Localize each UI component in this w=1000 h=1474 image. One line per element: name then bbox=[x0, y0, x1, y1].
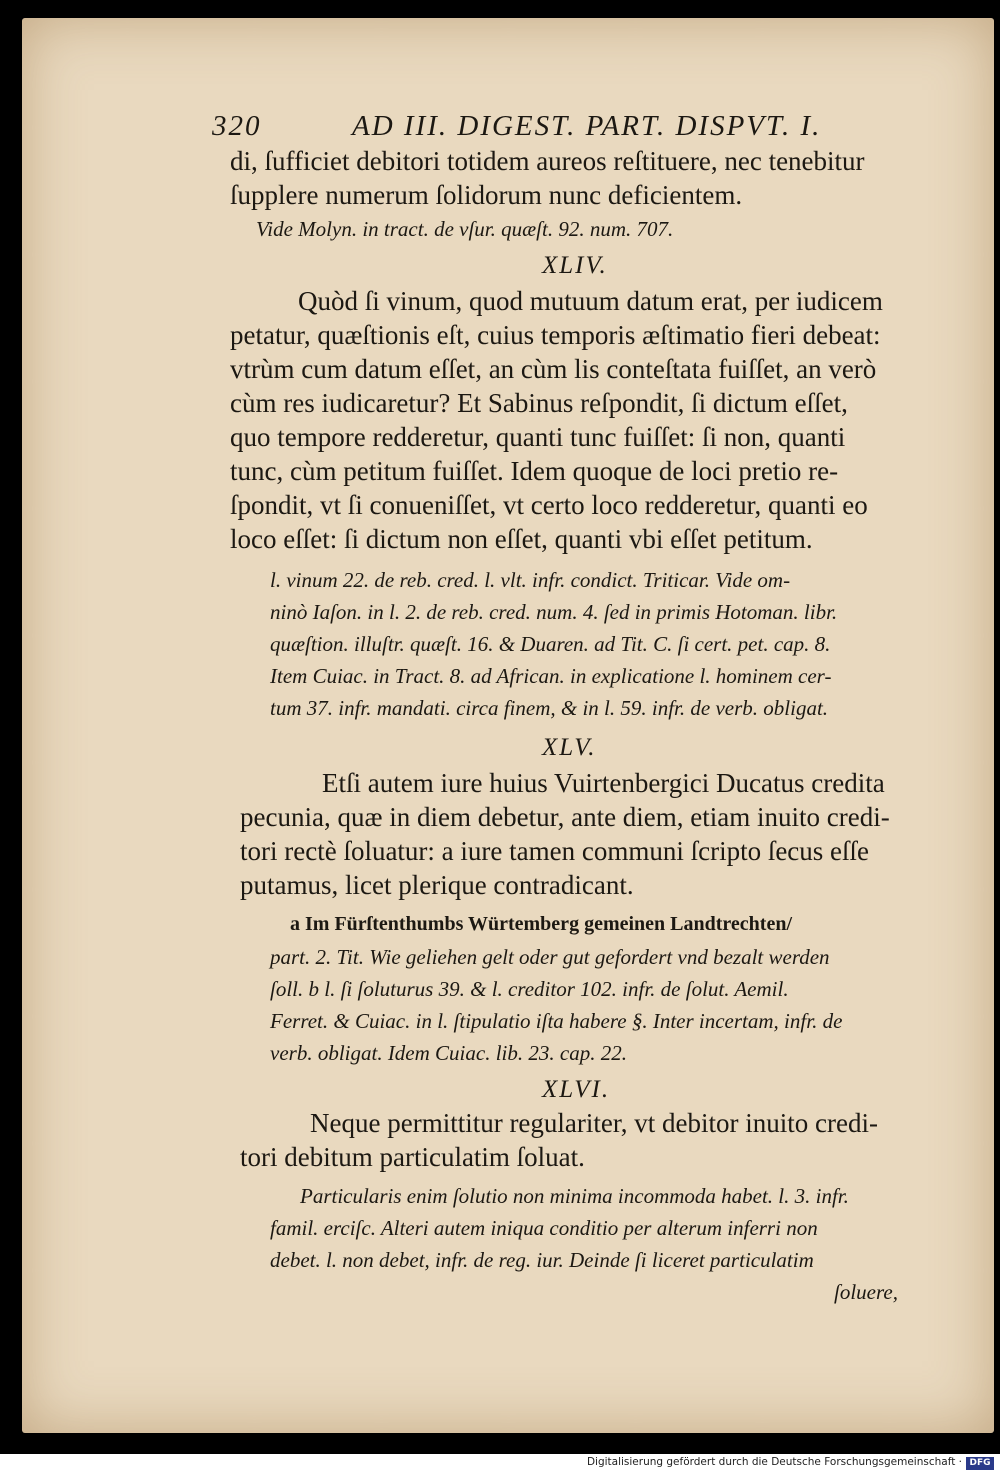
text-line: tori rectè ſoluatur: a iure tamen communi ſcripto ſecus eſſe bbox=[240, 836, 870, 866]
citation-line: l. vinum 22. de reb. cred. l. vlt. infr. condict. Triticar. Vide om- bbox=[270, 568, 791, 592]
citation-line: ninò Iaſon. in l. 2. de reb. cred. num. 4. ſed in primis Hotoman. libr. bbox=[270, 600, 838, 624]
text-line: Etſi autem iure huius Vuirtenbergici Ducatus credita bbox=[322, 768, 885, 798]
text-line: Quòd ſi vinum, quod mutuum datum erat, per iudicem bbox=[298, 286, 883, 316]
footer-bar bbox=[0, 1454, 1000, 1474]
footer-credit: Digitalisierung gefördert durch die Deutsche Forschungsgemeinschaft · bbox=[586, 1456, 962, 1468]
footnote-line: part. 2. Tit. Wie geliehen gelt oder gut gefordert vnd bezalt werden bbox=[270, 945, 830, 969]
text-line: pecunia, quæ in diem debetur, ante diem, etiam inuito credi- bbox=[240, 802, 890, 832]
citation-line: quæſtion. illuſtr. quæſt. 16. & Duaren. ad Tit. C. ſi cert. pet. cap. 8. bbox=[270, 632, 831, 656]
citation-line: Item Cuiac. in Tract. 8. ad African. in explicatione l. hominem cer- bbox=[270, 664, 832, 688]
footnote-line: verb. obligat. Idem Cuiac. lib. 23. cap. 22. bbox=[270, 1041, 627, 1065]
text-line: cùm res iudicaretur? Et Sabinus reſpondit, ſi dictum eſſet, bbox=[230, 388, 848, 418]
footnote-line: a Im Fürſtenthumbs Würtemberg gemeinen Landtrechten/ bbox=[290, 913, 793, 935]
text-line: vtrùm cum datum eſſet, an cùm lis conteſtata fuiſſet, an verò bbox=[230, 354, 877, 384]
text-line: quo tempore redderetur, quanti tunc fuiſſet: ſi non, quanti bbox=[230, 422, 846, 452]
text-line: ſupplere numerum ſolidorum nunc deficientem. bbox=[230, 180, 743, 210]
text-line: tunc, cùm petitum fuiſſet. Idem quoque de loci pretio re- bbox=[230, 456, 839, 486]
citation-line: tum 37. infr. mandati. circa finem, & in l. 59. infr. de verb. obligat. bbox=[270, 696, 829, 720]
text-line: petatur, quæſtionis eſt, cuius temporis æſtimatio fieri debeat: bbox=[230, 320, 881, 350]
page-number: 320 bbox=[212, 110, 262, 142]
dfg-logo: DFG bbox=[966, 1457, 994, 1470]
section-heading: XLVI. bbox=[542, 1076, 611, 1103]
text-line: di, ſufficiet debitori totidem aureos reſtituere, nec tenebitur bbox=[230, 146, 865, 176]
book-page bbox=[22, 18, 994, 1433]
citation-line: famil. erciſc. Alteri autem iniqua conditio per alterum inferri non bbox=[270, 1216, 818, 1240]
text-line: ſpondit, vt ſi conueniſſet, vt certo loco redderetur, quanti eo bbox=[230, 490, 868, 520]
footnote-line: Ferret. & Cuiac. in l. ſtipulatio iſta habere §. Inter incertam, infr. de bbox=[270, 1009, 843, 1033]
section-heading: XLIV. bbox=[542, 252, 608, 279]
citation-line: Particularis enim ſolutio non minima incommoda habet. l. 3. infr. bbox=[300, 1184, 849, 1208]
section-heading: XLV. bbox=[542, 734, 597, 761]
text-line: putamus, licet plerique contradicant. bbox=[240, 870, 634, 900]
citation-line: Vide Molyn. in tract. de vſur. quæſt. 92. num. 707. bbox=[256, 217, 674, 241]
text-line: loco eſſet: ſi dictum non eſſet, quanti vbi eſſet petitum. bbox=[230, 524, 813, 554]
catchword: ſoluere, bbox=[834, 1280, 898, 1304]
running-title: AD III. DIGEST. PART. DISPVT. I. bbox=[352, 110, 822, 142]
text-line: tori debitum particulatim ſoluat. bbox=[240, 1142, 585, 1172]
citation-line: debet. l. non debet, infr. de reg. iur. Deinde ſi liceret particulatim bbox=[270, 1248, 814, 1272]
footnote-line: ſoll. b l. ſi ſoluturus 39. & l. creditor 102. infr. de ſolut. Aemil. bbox=[270, 977, 789, 1001]
text-line: Neque permittitur regulariter, vt debitor inuito credi- bbox=[310, 1108, 878, 1138]
